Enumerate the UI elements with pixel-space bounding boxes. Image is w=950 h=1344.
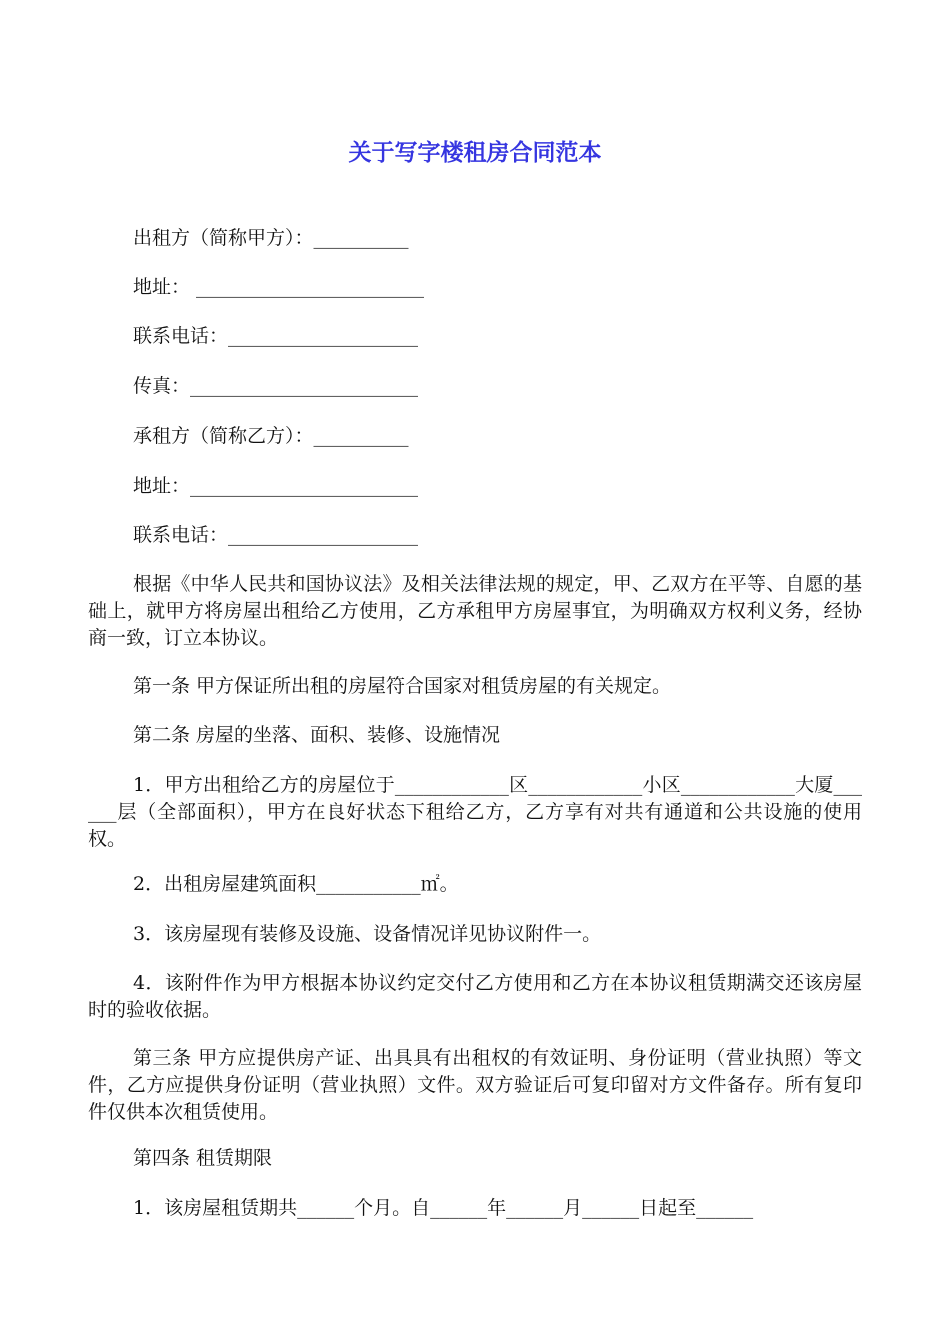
paragraph-article-4-item-1: 1．该房屋租赁期共______个月。自______年______月______日起至______ — [133, 1197, 754, 1219]
paragraph-article-2-item-2: 2．出租房屋建筑面积___________㎡。 — [133, 873, 459, 895]
paragraph-preamble: 根据《中华人民共和国协议法》及相关法律法规的规定，甲、乙双方在平等、自愿的基础上，就甲方将房屋出租给乙方使用，乙方承租甲方房屋事宜，为明确双方权利义务，经协商一致，订立本协议。 — [88, 573, 862, 649]
field-lessor-fax: 传真：________________________ — [133, 375, 419, 397]
field-lessee-address: 地址：________________________ — [133, 475, 419, 497]
paragraph-article-4: 第四条 租赁期限 — [133, 1147, 273, 1169]
field-lessee-phone: 联系电话：____________________ — [133, 524, 419, 546]
paragraph-article-2-item-3: 3．该房屋现有装修及设施、设备情况详见协议附件一。 — [133, 923, 602, 945]
paragraph-article-2-item-4: 4．该附件作为甲方根据本协议约定交付乙方使用和乙方在本协议租赁期满交还该房屋时的验收依据。 — [88, 972, 862, 1021]
field-lessor-address: 地址： ________________________ — [133, 276, 425, 298]
paragraph-article-1: 第一条 甲方保证所出租的房屋符合国家对租赁房屋的有关规定。 — [133, 675, 672, 697]
paragraph-article-2: 第二条 房屋的坐落、面积、装修、设施情况 — [133, 724, 501, 746]
field-lessor: 出租方（简称甲方）：__________ — [133, 227, 409, 249]
paragraph-article-2-item-1: 1．甲方出租给乙方的房屋位于____________区____________小区____________大厦______层（全部面积），甲方在良好状态下租给乙方，乙方享有对共有通道和公共设施的使用权。 — [88, 774, 862, 850]
field-lessor-phone: 联系电话：____________________ — [133, 325, 419, 347]
field-lessee: 承租方（简称乙方）：__________ — [133, 425, 409, 447]
document-title: 关于写字楼租房合同范本 — [348, 140, 602, 166]
paragraph-article-3: 第三条 甲方应提供房产证、出具具有出租权的有效证明、身份证明（营业执照）等文件，乙方应提供身份证明（营业执照）文件。双方验证后可复印留对方文件备存。所有复印件仅供本次租赁使用。 — [88, 1047, 862, 1123]
